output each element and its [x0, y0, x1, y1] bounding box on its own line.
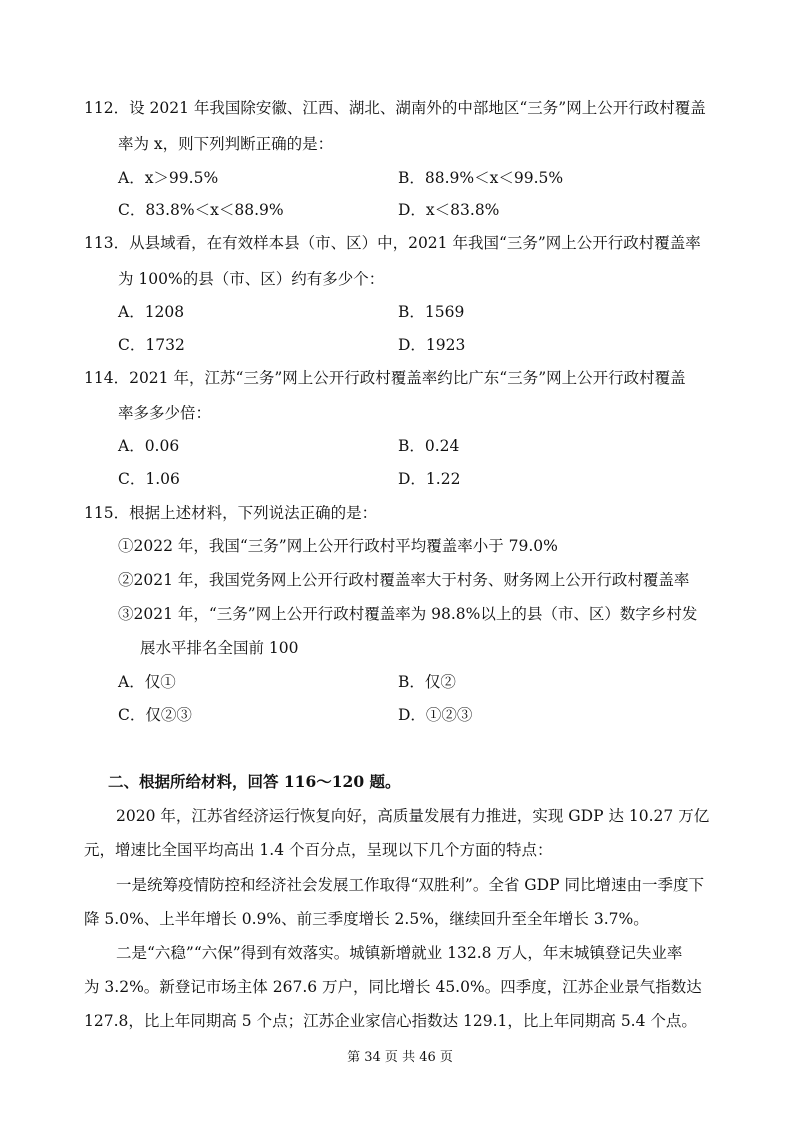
- q112-stem-line2: 率为 x，则下列判断正确的是：: [118, 135, 334, 153]
- para3-line1: 二是“六稳”“六保”得到有效落实。城镇新增就业 132.8 万人，年末城镇登记失业率: [116, 944, 683, 962]
- q115-option-b: B．仅②: [398, 673, 456, 691]
- q115-statement-3-line1: ③2021 年，“三务”网上公开行政村覆盖率为 98.8%以上的县（市、区）数字乡村发: [118, 605, 698, 623]
- q115-option-a: A．仅①: [118, 673, 176, 691]
- q115-statement-3-line2: 展水平排名全国前 100: [140, 639, 299, 657]
- q112-option-c: C．83.8%＜x＜88.9%: [118, 201, 284, 219]
- para3-line3: 127.8，比上年同期高 5 个点；江苏企业家信心指数达 129.1，比上年同期高 5.4 个点。: [84, 1012, 697, 1030]
- q114-option-b: B．0.24: [398, 437, 460, 455]
- q114-option-c: C．1.06: [118, 470, 180, 488]
- q115-statement-1: ①2022 年，我国“三务”网上公开行政村平均覆盖率小于 79.0%: [118, 537, 558, 555]
- para3-line2: 为 3.2%。新登记市场主体 267.6 万户，同比增长 45.0%。四季度，江苏企业景气指数达: [84, 978, 702, 996]
- q114-stem-line2: 率多多少倍：: [118, 404, 212, 422]
- q115-statement-2: ②2021 年，我国党务网上公开行政村覆盖率大于村务、财务网上公开行政村覆盖率: [118, 571, 690, 589]
- q112-option-d: D．x＜83.8%: [398, 201, 500, 219]
- q113-option-d: D．1923: [398, 336, 466, 354]
- q113-option-b: B．1569: [398, 303, 465, 321]
- para1-line2: 元，增速比全国平均高出 1.4 个百分点，呈现以下几个方面的特点：: [84, 841, 553, 859]
- q114-option-a: A．0.06: [118, 437, 180, 455]
- page-footer: 第 34 页 共 46 页: [347, 1050, 453, 1065]
- q115-option-d: D．①②③: [398, 706, 473, 724]
- q113-option-a: A．1208: [118, 303, 185, 321]
- section-heading: 二、根据所给材料，回答 116～120 题。: [108, 772, 401, 791]
- para2-line1: 一是统筹疫情防控和经济社会发展工作取得“双胜利”。全省 GDP 同比增速由一季度下: [116, 876, 704, 894]
- para1-line1: 2020 年，江苏省经济运行恢复向好，高质量发展有力推进，实现 GDP 达 10.27 万亿: [116, 807, 710, 825]
- q112-option-a: A．x＞99.5%: [118, 169, 219, 187]
- q113-option-c: C．1732: [118, 336, 185, 354]
- q114-stem-line1: 114．2021 年，江苏“三务”网上公开行政村覆盖率约比广东“三务”网上公开行政村覆盖: [84, 369, 686, 387]
- para2-line2: 降 5.0%、上半年增长 0.9%、前三季度增长 2.5%，继续回升至全年增长 3.7%。: [84, 910, 649, 928]
- q115-option-c: C．仅②③: [118, 706, 192, 724]
- q112-option-b: B．88.9%＜x＜99.5%: [398, 169, 564, 187]
- q115-stem: 115．根据上述材料，下列说法正确的是：: [84, 504, 378, 522]
- q113-stem-line1: 113．从县域看，在有效样本县（市、区）中，2021 年我国“三务”网上公开行政村覆盖率: [84, 234, 701, 252]
- q114-option-d: D．1.22: [398, 470, 461, 488]
- q112-stem-line1: 112．设 2021 年我国除安徽、江西、湖北、湖南外的中部地区“三务”网上公开行政村覆盖: [84, 99, 706, 117]
- q113-stem-line2: 为 100%的县（市、区）约有多少个：: [118, 270, 385, 288]
